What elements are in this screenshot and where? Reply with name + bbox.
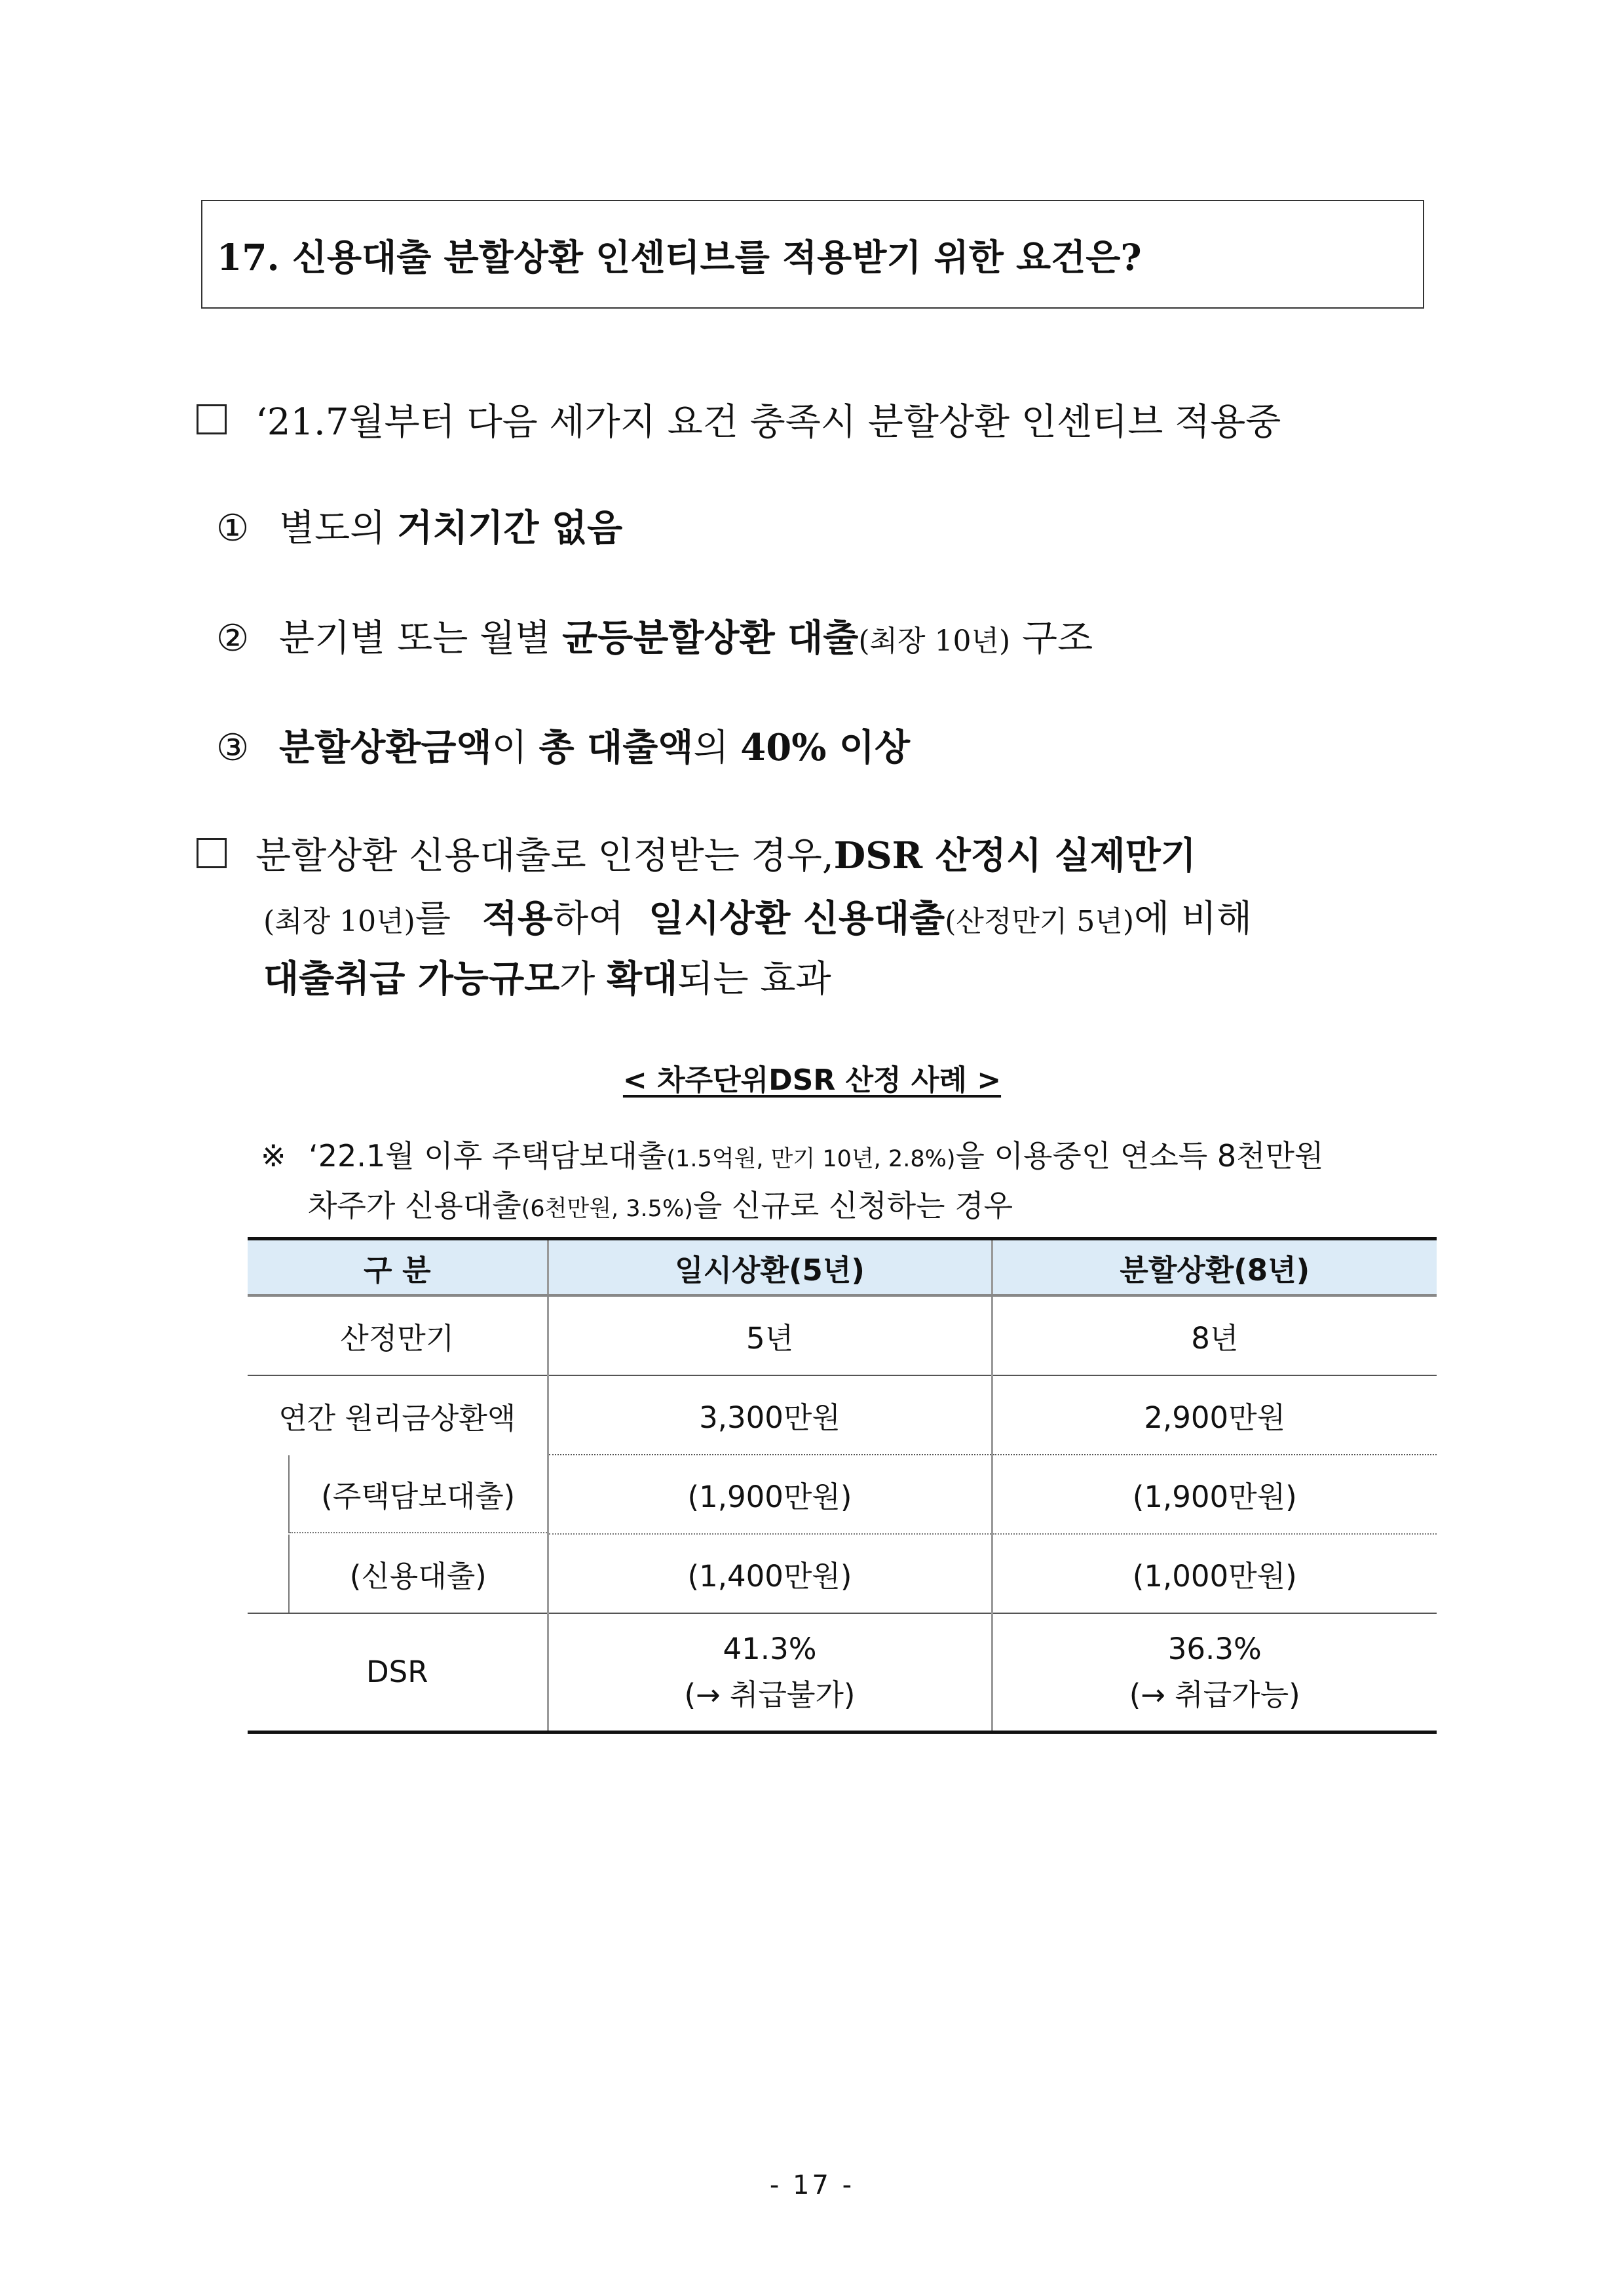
- bullet-1-text: ‘21.7월부터 다음 세가지 요건 충족시 분할상환 인센티브 적용중: [255, 401, 1281, 444]
- lump-sum-dsr-cell: [548, 1613, 992, 1732]
- condition-marker: ②: [216, 617, 250, 660]
- bullet-2-bold-text: DSR 산정시 실제만기: [833, 834, 1196, 877]
- bullet-item-2: [197, 827, 1428, 879]
- condition-bold-text: 거치기간 없음: [397, 507, 623, 550]
- lump-sum-value: (1,400만원): [548, 1534, 992, 1613]
- dsr-example-table: [248, 1237, 1437, 1734]
- bullet-2-small-text: (최장 10년): [263, 905, 415, 938]
- table-row: [248, 1455, 1437, 1534]
- row-label: 산정만기: [248, 1295, 548, 1375]
- table-row: [248, 1295, 1437, 1375]
- question-title: 17. 신용대출 분할상환 인센티브를 적용받기 위한 요건은?: [217, 235, 1142, 278]
- condition-bold-text: 40% 이상: [740, 726, 911, 769]
- header-installment: 분할상환(8년): [992, 1239, 1437, 1296]
- condition-text: 이: [491, 727, 539, 769]
- bullet-item-1: [197, 393, 1428, 446]
- table-row: [248, 1534, 1437, 1613]
- condition-item-2: [216, 609, 1093, 662]
- page-number: - 17 -: [769, 2170, 855, 2200]
- bullet-2-text: 되는 효과: [677, 958, 831, 1001]
- installment-dsr-cell: [992, 1613, 1437, 1732]
- condition-bold-text: 균등분할상환 대출: [562, 617, 859, 660]
- bullet-2-text: 하여: [552, 898, 635, 940]
- installment-result: (→ 취급가능): [1129, 1677, 1300, 1712]
- lump-sum-value: (1,900만원): [548, 1455, 992, 1534]
- note-small-text: (1.5억원, 만기 10년, 2.8%): [666, 1146, 956, 1172]
- condition-bold-text: 총 대출액: [538, 726, 694, 769]
- bullet-2-bold-text: 일시상환 신용대출: [648, 897, 945, 940]
- condition-text: 별도의: [279, 507, 398, 550]
- row-label-cell: [248, 1455, 548, 1534]
- bullet-2-text: 가: [559, 958, 607, 1001]
- note-text: ‘22.1월 이후 주택담보대출: [309, 1138, 667, 1174]
- example-caption-text: < 차주단위DSR 산정 사례 >: [622, 1063, 1002, 1097]
- header-category: 구 분: [248, 1239, 548, 1296]
- row-label: (주택담보대출): [290, 1455, 547, 1533]
- note-text: 을 이용중인 연소득 8천만원: [955, 1138, 1324, 1174]
- bullet-2-line-2: [263, 890, 1429, 942]
- installment-value: (1,000만원): [992, 1534, 1437, 1613]
- reference-mark-icon: ※: [261, 1138, 286, 1174]
- note-line-1: [261, 1132, 1323, 1176]
- header-lump-sum: 일시상환(5년): [548, 1239, 992, 1296]
- lump-sum-result: (→ 취급불가): [684, 1677, 856, 1712]
- condition-bold-text: 분할상환금액: [279, 726, 492, 769]
- row-label: 연간 원리금상환액: [278, 1400, 516, 1436]
- example-caption: [0, 1056, 1624, 1098]
- bullet-2-bold-text: 적용: [482, 897, 553, 940]
- condition-item-1: [216, 499, 622, 552]
- installment-value: 36.3%: [1167, 1632, 1262, 1667]
- bullet-2-bold-text: 확대: [607, 957, 678, 1001]
- row-label-cell: [248, 1534, 548, 1613]
- condition-item-3: [216, 719, 910, 771]
- bullet-2-small-text: (산정만기 5년): [945, 905, 1135, 938]
- table-row: [248, 1375, 1437, 1455]
- condition-tail-text: 구조: [1010, 617, 1093, 660]
- condition-small-text: (최장 10년): [858, 624, 1011, 658]
- row-label: DSR: [248, 1613, 548, 1732]
- table-row: [248, 1613, 1437, 1732]
- condition-marker: ③: [216, 727, 250, 769]
- bullet-2-text: 를: [415, 898, 463, 940]
- note-text: 차주가 신용대출: [308, 1188, 521, 1223]
- installment-value: (1,900만원): [992, 1455, 1437, 1534]
- question-box: [201, 200, 1424, 309]
- condition-marker: ①: [216, 507, 250, 550]
- bullet-2-text: 분할상환 신용대출로 인정받는 경우,: [255, 835, 834, 877]
- installment-value: 2,900만원: [992, 1375, 1437, 1455]
- bullet-2-bold-text: 대출취급 가능규모: [263, 957, 560, 1001]
- lump-sum-value: 41.3%: [723, 1632, 817, 1667]
- condition-text: 분기별 또는 월별: [279, 617, 563, 660]
- row-label: (신용대출): [349, 1558, 487, 1594]
- installment-value: 8년: [992, 1295, 1437, 1375]
- lump-sum-value: 5년: [548, 1295, 992, 1375]
- table-header-row: [248, 1239, 1437, 1296]
- note-line-2: [308, 1182, 1013, 1225]
- note-text: 을 신규로 신청하는 경우: [692, 1188, 1013, 1223]
- lump-sum-value: 3,300만원: [548, 1375, 992, 1455]
- condition-text: 의: [693, 727, 741, 769]
- bullet-2-text: 에 비해: [1134, 898, 1253, 940]
- square-bullet-icon: [197, 404, 227, 434]
- bullet-2-line-3: [263, 950, 1429, 1003]
- square-bullet-icon: [197, 838, 227, 868]
- note-small-text: (6천만원, 3.5%): [521, 1196, 693, 1222]
